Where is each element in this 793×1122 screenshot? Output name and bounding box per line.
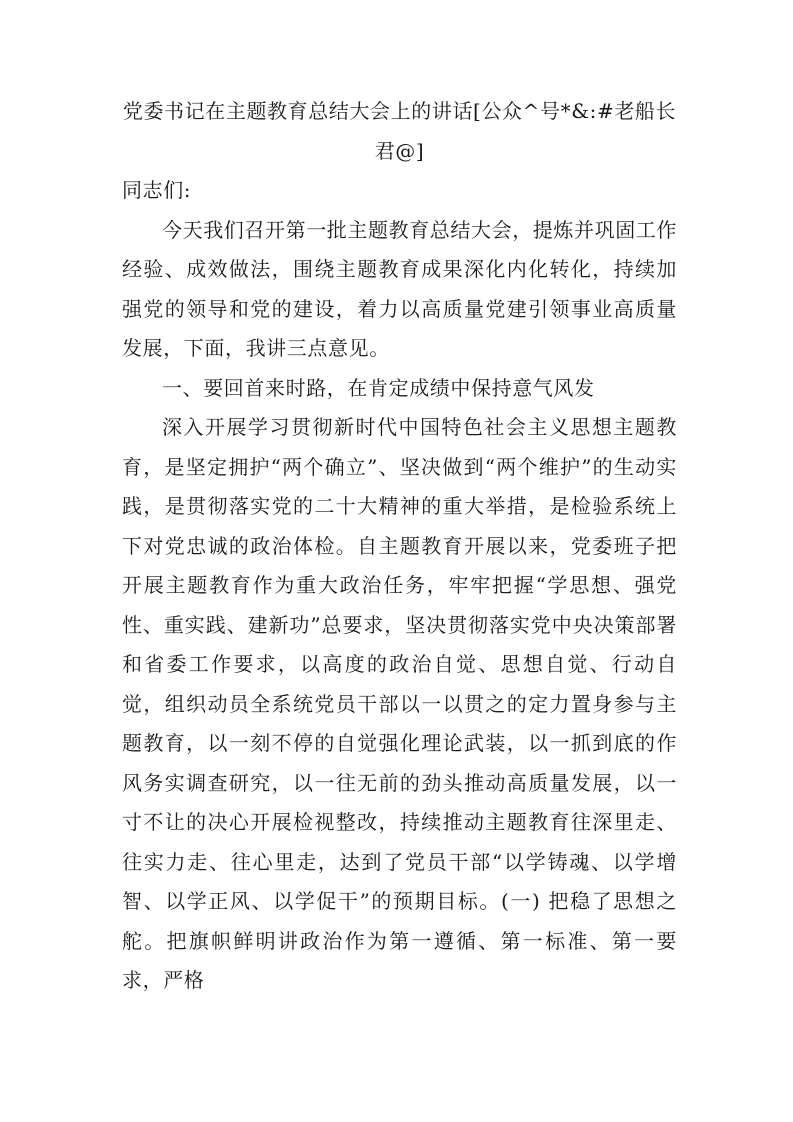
section-heading-one: 一、要回首来时路，在肯定成绩中保持意气风发 (162, 375, 595, 400)
document-body (122, 92, 677, 1001)
paragraph-section-one: 深入开展学习贯彻新时代中国特色社会主义思想主题教育，是坚定拥护“两个确立”、坚决做到“两个维护”的生动实践，是贯彻落实党的二十大精神的重大举措，是检验系统上下对党忠诚的政治体检。自主题教育开展以来，党委班子把开展主题教育作为重大政治任务，牢牢把握“学思想、强党性、重实践、建新功”总要求，坚决贯彻落实党中央决策部署和省委工作要求，以高度的政治自觉、思想自觉、行动自觉，组织动员全系统党员干部以一以贯之的定力置身参与主题教育，以一刻不停的自觉强化理论武装，以一抓到底的作风务实调查研究，以一往无前的劲头推动高质量发展，以一寸不让的决心开展检视整改，持续推动主题教育往深里走、往实力走、往心里走，达到了党员干部“以学铸魂、以学增智、以学正风、以学促干”的预期目标。(一) 把稳了思想之舵。把旗帜鲜明讲政治作为第一遵循、第一标准、第一要求，严格 (122, 415, 677, 992)
document-title: 党委书记在主题教育总结大会上的讲话[公众^号*&:#老船长君@] (122, 99, 677, 163)
paragraph-intro: 今天我们召开第一批主题教育总结大会，提炼并巩固工作经验、成效做法，围绕主题教育成果深化内化转化，持续加强党的领导和党的建设，着力以高质量党建引领事业高质量发展，下面，我讲三点意见。 (122, 217, 677, 360)
salutation: 同志们: (122, 178, 192, 202)
